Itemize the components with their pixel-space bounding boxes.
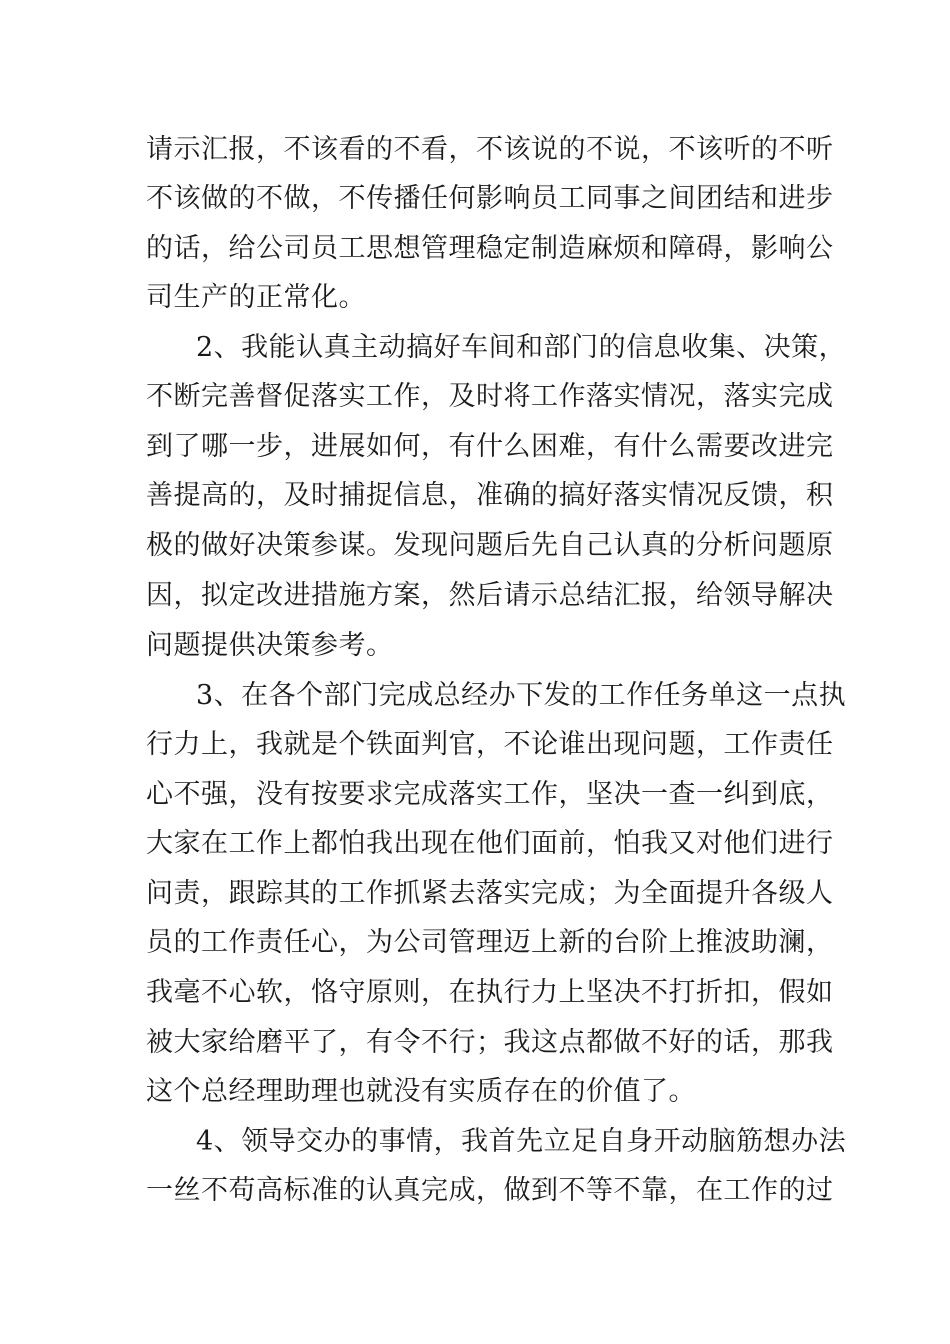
text-line: 大家在工作上都怕我出现在他们面前，怕我又对他们进行 <box>146 828 834 859</box>
text-line: 善提高的，及时捕捉信息，准确的搞好落实情况反馈，积 <box>146 480 834 511</box>
paragraph-2-start: 2、我能认真主动搞好车间和部门的信息收集、决策， <box>196 332 847 363</box>
text-line: 的话，给公司员工思想管理稳定制造麻烦和障碍，影响公 <box>146 233 834 264</box>
text-line: 极的做好决策参谋。发现问题后先自己认真的分析问题原 <box>146 530 834 561</box>
text-line: 被大家给磨平了，有令不行；我这点都做不好的话，那我 <box>146 1027 834 1058</box>
text-line: 员的工作责任心，为公司管理迈上新的台阶上推波助澜， <box>146 927 834 958</box>
text-line: 因，拟定改进措施方案，然后请示总结汇报，给领导解决 <box>146 580 834 611</box>
text-line: 不断完善督促落实工作，及时将工作落实情况，落实完成 <box>146 381 834 412</box>
text-line: 行力上，我就是个铁面判官，不论谁出现问题，工作责任 <box>146 729 834 760</box>
text-line: 到了哪一步，进展如何，有什么困难，有什么需要改进完 <box>146 431 834 462</box>
text-line: 不该做的不做，不传播任何影响员工同事之间团结和进步 <box>146 183 834 214</box>
text-line: 这个总经理助理也就没有实质存在的价值了。 <box>146 1076 696 1107</box>
text-line: 心不强，没有按要求完成落实工作，坚决一查一纠到底， <box>146 779 834 810</box>
text-line: 问责，跟踪其的工作抓紧去落实完成；为全面提升各级人 <box>146 878 834 909</box>
text-line: 一丝不苟高标准的认真完成，做到不等不靠，在工作的过 <box>146 1175 834 1206</box>
text-line: 我毫不心软，恪守原则，在执行力上坚决不打折扣，假如 <box>146 977 834 1008</box>
text-line: 请示汇报，不该看的不看，不该说的不说，不该听的不听 <box>146 134 834 165</box>
text-line: 问题提供决策参考。 <box>146 630 394 661</box>
paragraph-4-start: 4、领导交办的事情，我首先立足自身开动脑筋想办法 <box>196 1126 847 1157</box>
text-line: 司生产的正常化。 <box>146 282 366 313</box>
paragraph-3-start: 3、在各个部门完成总经办下发的工作任务单这一点执 <box>196 680 847 711</box>
